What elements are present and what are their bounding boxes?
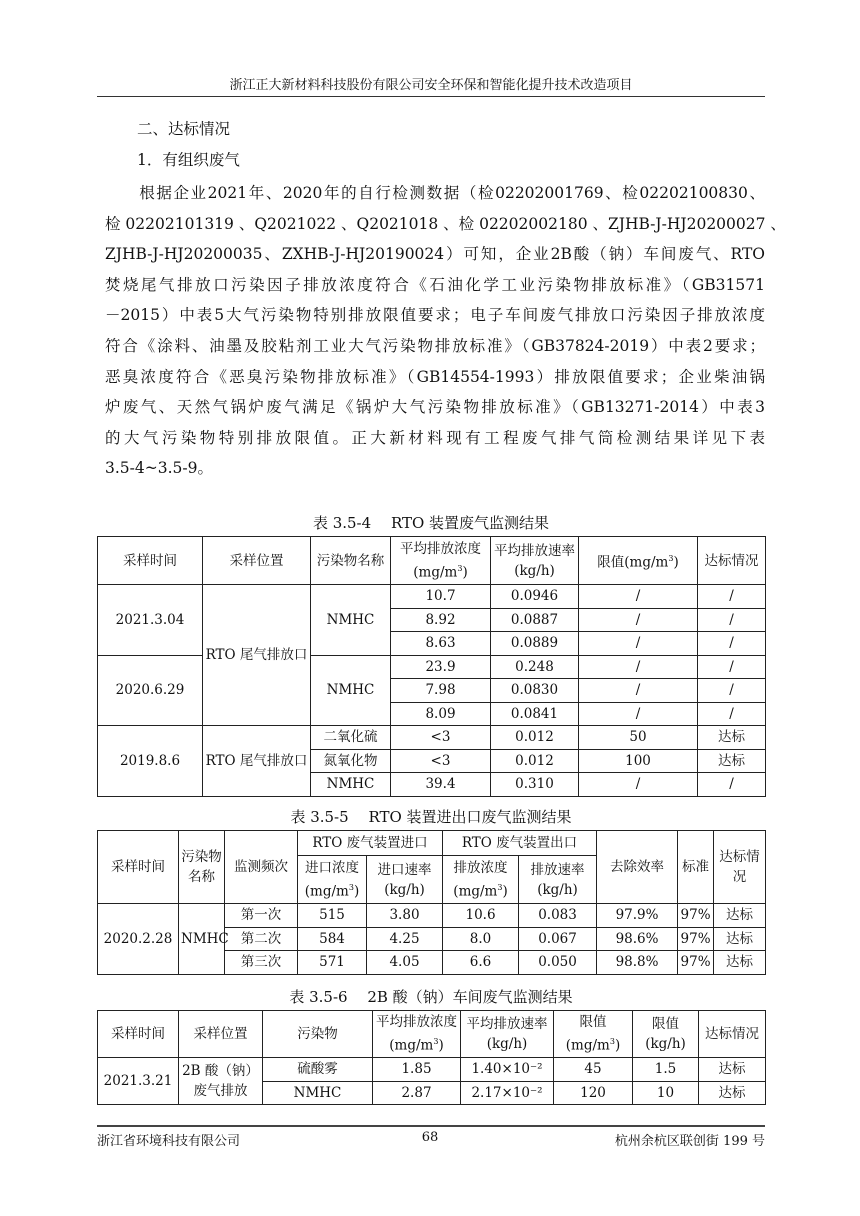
pollutant-cell: NMHC [311,655,391,726]
data-cell: 584 [298,927,367,951]
data-cell: 第三次 [225,951,298,975]
data-cell: / [579,773,698,797]
location-cell: 2B 酸（钠）废气排放 [179,1058,263,1105]
data-cell: 硫酸雾 [263,1058,373,1082]
data-cell: 达标 [699,1081,766,1105]
subsection-heading: 1．有组织废气 [137,151,240,169]
data-cell: / [698,773,766,797]
data-cell: 45 [554,1058,633,1082]
column-header: RTO 废气装置出口 [443,831,597,856]
column-header: 污染物名称 [179,831,225,904]
paragraph-line: 3.5-4~3.5-9。 [105,459,213,478]
sampling-time-cell: 2021.3.04 [98,585,203,656]
data-cell: 8.09 [391,702,491,726]
data-cell: 0.0889 [491,632,579,656]
table-row [98,1058,766,1082]
table-row [98,904,766,928]
table-3-5-4 [97,536,766,797]
data-cell: 二氧化硫 [311,726,391,750]
data-cell: 0.0830 [491,679,579,703]
column-header: 限值(kg/h) [633,1011,699,1058]
data-cell: 0.012 [491,726,579,750]
column-header: 平均排放速率(kg/h) [461,1011,554,1058]
table-row [98,585,766,609]
column-header: 去除效率 [597,831,678,904]
data-cell: 23.9 [391,655,491,679]
data-cell: / [698,632,766,656]
data-cell: / [579,679,698,703]
data-cell: 8.92 [391,608,491,632]
running-header: 浙江正大新材料科技股份有限公司安全环保和智能化提升技术改造项目 [229,78,633,93]
column-header: 平均排放浓度$(mg/m^3)$ [391,537,491,585]
sampling-time-cell: 2021.3.21 [98,1058,179,1105]
paragraph-line: 根据企业2021年、2020年的自行检测数据（检02202001769、检02202100830、 [105,184,765,202]
data-cell: 4.05 [367,951,443,975]
paragraph-line: ZJHB-J-HJ20200035、ZXHB-J-HJ20190024）可知，企业2B酸（钠）车间废气、RTO [105,245,765,264]
sampling-time-cell: 2020.6.29 [98,655,203,726]
data-cell: 97.9% [597,904,678,928]
header-rule [97,96,765,97]
paragraph-line: 符合《涂料、油墨及胶粘剂工业大气污染物排放标准》（GB37824-2019）中表2要求； [105,337,765,355]
data-cell: 50 [579,726,698,750]
data-cell: NMHC [263,1081,373,1105]
paragraph-line: 恶臭浓度符合《恶臭污染物排放标准》（GB14554-1993）排放限值要求；企业柴油锅 [105,367,765,386]
data-cell: 6.6 [443,951,519,975]
data-cell: 97% [678,951,714,975]
data-cell: 10.6 [443,904,519,928]
column-header: 限值$(mg/m^3)$ [554,1011,633,1058]
pollutant-cell: NMHC [311,585,391,656]
data-cell: 达标 [714,951,766,975]
data-cell: 0.248 [491,655,579,679]
table-3-5-6 [97,1010,766,1105]
data-cell: / [579,632,698,656]
column-header: 采样位置 [179,1011,263,1058]
column-header: 达标情况 [698,537,766,585]
data-cell: 97% [678,904,714,928]
data-cell: 100 [579,749,698,773]
paragraph-line: 焚烧尾气排放口污染因子排放浓度符合《石油化学工业污染物排放标准》（GB31571 [105,275,765,294]
table-3-5-6-caption: 表 3.5-6 2B 酸（钠）车间废气监测结果 [289,988,573,1006]
data-cell: 1.85 [373,1058,461,1082]
data-cell: 2.17×10⁻² [461,1081,554,1105]
column-header: 排放速率(kg/h) [519,856,597,904]
data-cell: 1.5 [633,1058,699,1082]
column-header: 监测频次 [225,831,298,904]
data-cell: / [698,585,766,609]
data-cell: <3 [391,726,491,750]
data-cell: 3.80 [367,904,443,928]
data-cell: 达标 [714,904,766,928]
table-3-5-5-caption: 表 3.5-5 RTO 装置进出口废气监测结果 [290,808,572,826]
data-cell: 0.0946 [491,585,579,609]
data-cell: NMHC [311,773,391,797]
table-3-5-4-caption: 表 3.5-4 RTO 装置废气监测结果 [312,514,550,532]
column-header: 标准 [678,831,714,904]
column-header: 进口浓度$(mg/m^3)$ [298,856,367,904]
column-header: 采样时间 [98,537,203,585]
data-cell: 120 [554,1081,633,1105]
data-cell: 2.87 [373,1081,461,1105]
paragraph-line: 炉废气、天然气锅炉废气满足《锅炉大气污染物排放标准》（GB13271-2014）中表3 [105,398,765,417]
data-cell: 98.6% [597,927,678,951]
data-cell: 达标 [714,927,766,951]
column-header: 污染物 [263,1011,373,1058]
data-cell: 0.012 [491,749,579,773]
sampling-time-cell: 2019.8.6 [98,726,203,797]
section-heading: 二、达标情况 [137,120,231,138]
data-cell: 达标 [698,749,766,773]
data-cell: 571 [298,951,367,975]
data-cell: 氮氧化物 [311,749,391,773]
data-cell: 0.0841 [491,702,579,726]
page-number: 68 [421,1130,439,1145]
data-cell: 515 [298,904,367,928]
data-cell: 8.63 [391,632,491,656]
column-header: 采样位置 [203,537,311,585]
table-row [98,655,766,679]
table-row [98,726,766,750]
footer-address: 杭州余杭区联创街 199 号 [614,1134,765,1149]
data-cell: 39.4 [391,773,491,797]
data-cell: 8.0 [443,927,519,951]
data-cell: / [579,608,698,632]
header-row [98,831,766,856]
paragraph-line: 的大气污染物特别排放限值。正大新材料现有工程废气排气筒检测结果详见下表 [105,428,765,447]
data-cell: 0.067 [519,927,597,951]
paragraph-line: 检 02202101319 、Q2021022 、Q2021018 、检 02202002180 、ZJHB-J-HJ20200027 、 [105,214,786,233]
column-header: 达标情况 [699,1011,766,1058]
column-header: 进口速率(kg/h) [367,856,443,904]
data-cell: 7.98 [391,679,491,703]
data-cell: / [698,702,766,726]
data-cell: 4.25 [367,927,443,951]
data-cell: 10 [633,1081,699,1105]
pollutant-cell: NMHC [179,904,225,975]
data-cell: / [579,702,698,726]
column-header: 采样时间 [98,831,179,904]
table-3-5-5 [97,830,766,975]
column-header: 平均排放浓度$(mg/m^3)$ [373,1011,461,1058]
data-cell: 98.8% [597,951,678,975]
footer-company: 浙江省环境科技有限公司 [97,1134,241,1149]
data-cell: / [698,679,766,703]
column-header: RTO 废气装置进口 [298,831,443,856]
data-cell: 达标 [698,726,766,750]
data-cell: / [579,655,698,679]
data-cell: 达标 [699,1058,766,1082]
sampling-time-cell: 2020.2.28 [98,904,179,975]
data-cell: 0.083 [519,904,597,928]
data-cell: 0.050 [519,951,597,975]
data-cell: 10.7 [391,585,491,609]
column-header: 采样时间 [98,1011,179,1058]
header-row [98,537,766,585]
column-header: 平均排放速率(kg/h) [491,537,579,585]
column-header: 排放浓度$(mg/m^3)$ [443,856,519,904]
location-cell: RTO 尾气排放口 [203,726,311,797]
data-cell: / [698,608,766,632]
column-header: 达标情况 [714,831,766,904]
paragraph-line: －2015）中表5大气污染物特别排放限值要求；电子车间废气排放口污染因子排放浓度 [105,306,765,325]
data-cell: <3 [391,749,491,773]
column-header: 限值$(mg/m^3)$ [579,537,698,585]
data-cell: 第二次 [225,927,298,951]
data-cell: 0.0887 [491,608,579,632]
data-cell: / [698,655,766,679]
data-cell: 0.310 [491,773,579,797]
column-header: 污染物名称 [311,537,391,585]
footer-rule [97,1125,765,1127]
data-cell: / [579,585,698,609]
data-cell: 第一次 [225,904,298,928]
header-row [98,1011,766,1058]
data-cell: 97% [678,927,714,951]
data-cell: 1.40×10⁻² [461,1058,554,1082]
location-cell: RTO 尾气排放口 [203,585,311,726]
